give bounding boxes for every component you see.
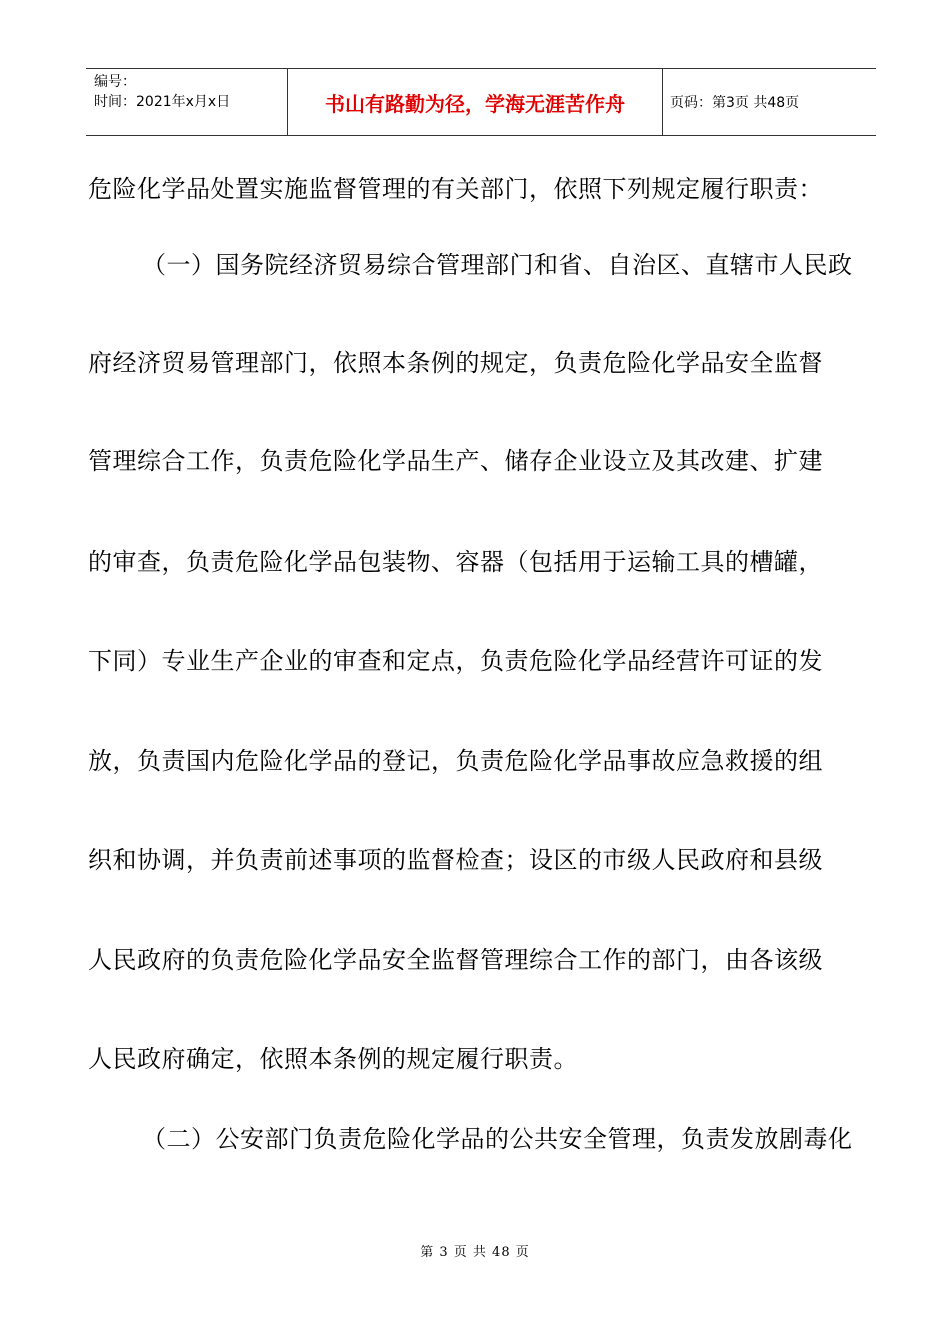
page-footer: 第 3 页 共 48 页 <box>420 1245 530 1260</box>
header-divider-right <box>662 68 663 136</box>
body-line-10: 人民政府确定，依照本条例的规定履行职责。 <box>88 1045 578 1073</box>
header-meta <box>94 72 230 112</box>
body-line-9: 人民政府的负责危险化学品安全监督管理综合工作的部门，由各该级 <box>88 946 823 974</box>
document-time-label: 时间：2021年x月x日 <box>94 94 231 110</box>
body-line-5: 的审查，负责危险化学品包装物、容器（包括用于运输工具的槽罐， <box>88 548 823 576</box>
document-header <box>86 68 876 136</box>
body-line-6: 下同）专业生产企业的审查和定点，负责危险化学品经营许可证的发 <box>88 647 823 675</box>
body-line-4: 管理综合工作，负责危险化学品生产、储存企业设立及其改建、扩建 <box>88 447 823 475</box>
body-line-3: 府经济贸易管理部门，依照本条例的规定，负责危险化学品安全监督 <box>88 349 823 377</box>
header-motto: 书山有路勤为径，学海无涯苦作舟 <box>325 91 625 116</box>
header-page-info: 页码：第3页 共48页 <box>670 95 800 111</box>
body-line-8: 织和协调，并负责前述事项的监督检查；设区的市级人民政府和县级 <box>88 846 823 874</box>
body-line-2: （一）国务院经济贸易综合管理部门和省、自治区、直辖市人民政 <box>142 251 853 279</box>
body-line-1: 危险化学品处置实施监督管理的有关部门，依照下列规定履行职责： <box>88 175 823 203</box>
body-line-7: 放，负责国内危险化学品的登记，负责危险化学品事故应急救援的组 <box>88 747 823 775</box>
document-number-label: 编号： <box>94 74 136 90</box>
body-line-11: （二）公安部门负责危险化学品的公共安全管理，负责发放剧毒化 <box>142 1125 853 1153</box>
